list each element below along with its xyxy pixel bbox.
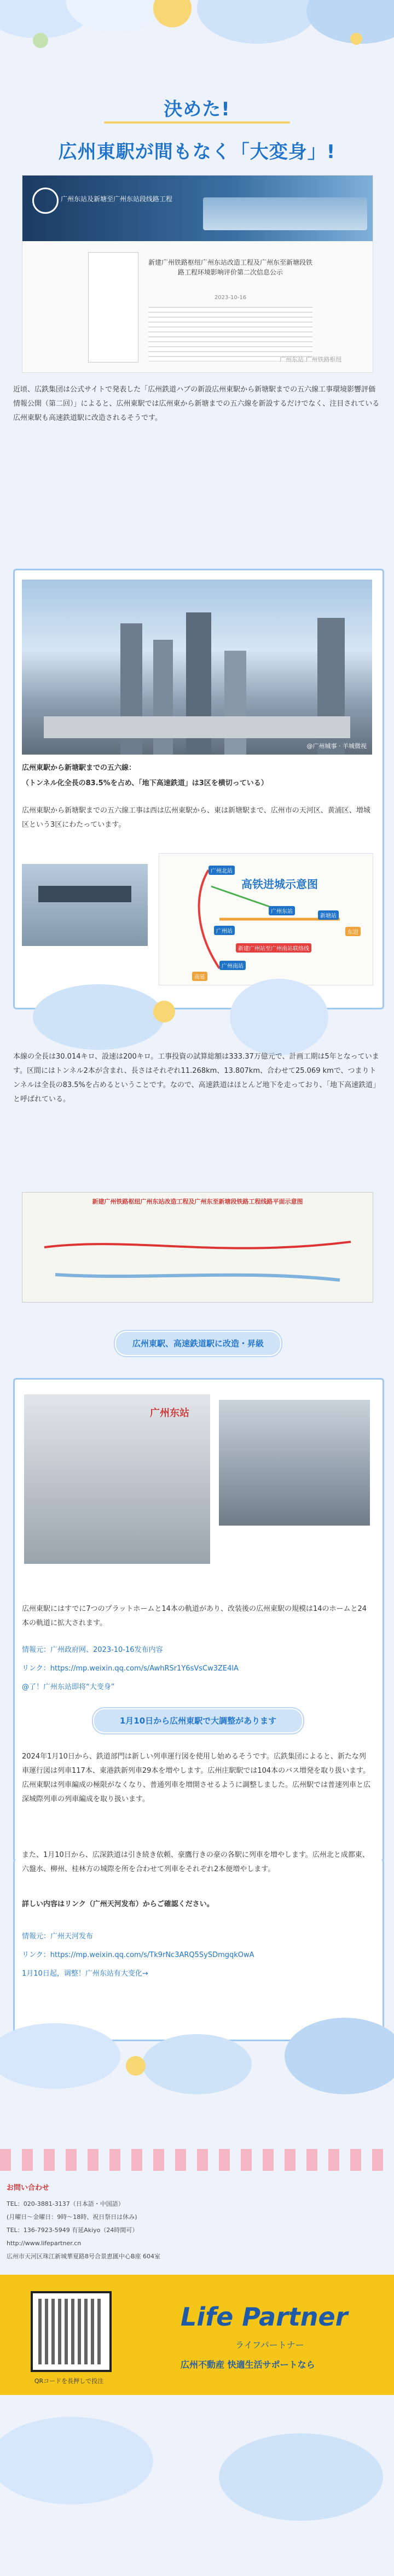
- decor-blob: [142, 2034, 252, 2094]
- section1-heading2: （トンネル化全長の83.5%を占め、「地下高速鉄道」は3区を横切っている）: [22, 779, 268, 787]
- section1-text2: 本線の全長は30.014キロ、設速は200キロ。工事投資の試算総額は333.37万億元で、計画工期は5年となっています。区間にはトンネル2本が含まれ、長さはそれぞれ11.268km、13.807km、合わせて25.069 kmで、つまりトンネルは全長の83.5%を占めるということです。なので、高速鉄道はほとんど地下を走っており、「地下高速鉄道」と呼ばれている。: [13, 1053, 380, 1103]
- map-label-guangzhou-east: 广州东站: [269, 906, 295, 915]
- decor-blob: [0, 2023, 120, 2089]
- map-lines: [159, 854, 373, 985]
- title-underline: [104, 121, 290, 124]
- footer-line-address: 広州市天河区珠江新城華夏路8号合景恵匯中心B座 604室: [7, 2253, 161, 2260]
- route-plan-main-line: [44, 1242, 351, 1248]
- decor-blob: [153, 0, 192, 27]
- section3-text2: また、1月10日から、広深鉄道は引き続き依頼、豪鷹行きの豪の各駅に列車を増やします。広州北と成都東、六盤水、柳州、桂林方の城際を所を合わせて列車をそれぞれ2本便増やします。: [22, 1851, 369, 1873]
- station-interior-photo-1: [24, 1394, 210, 1564]
- photo-caption: @广州城事 · 羊城微视: [306, 743, 367, 750]
- section1-text1: 広州東駅から新塘駅までの五六線工事は西は広州東駅から、東は新塘駅まで、広州市の天河区、黄浦区、増城区という3区にわたっています。: [22, 807, 370, 829]
- map-label-guangzhou-south: 广州南站: [219, 961, 246, 970]
- document-date: 2023-10-16: [214, 295, 247, 301]
- route-plan-river: [55, 1275, 340, 1280]
- route-map: [159, 853, 373, 985]
- footer-line-hours: (月曜日～金曜日：9時～18時、祝日祭日は休み): [7, 2213, 137, 2221]
- qr-caption: QRコードを長押しで投注: [34, 2378, 104, 2385]
- section3-extra-link[interactable]: 1月10日起，调整！广州东站有大变化→: [22, 1970, 148, 1978]
- decor-blob: [153, 1001, 175, 1023]
- map-route-green: [211, 886, 274, 908]
- document-banner-caption: 广州东站及新塘至广州东站段线路工程: [61, 195, 173, 203]
- decor-blob: [66, 0, 164, 33]
- section2-link-line[interactable]: リンク：https://mp.weixin.qq.com/s/AwhRSr1Y6sVsCw3ZE4lA: [22, 1664, 239, 1673]
- map-label-east-extension: 东进: [345, 927, 361, 936]
- route-plan-title: 新建广州铁路枢纽广州东站改造工程及广州东至新塘段铁路工程线路平面示意图: [92, 1198, 303, 1205]
- decor-blob: [219, 2433, 383, 2521]
- station-interior-photo-2: [219, 1400, 370, 1526]
- decor-blob: [33, 33, 48, 48]
- footer-line-url[interactable]: http://www.lifepartner.cn: [7, 2240, 82, 2247]
- qr-code[interactable]: [31, 2291, 112, 2372]
- footer-line-tel: TEL：020-3881-3137（日本語・中国語）: [7, 2200, 124, 2207]
- decor-blob: [33, 984, 164, 1050]
- decor-blob: [0, 2417, 153, 2504]
- map-label-guangzhou: 广州站: [214, 926, 235, 935]
- station-canopy: [38, 886, 131, 902]
- train-image: [203, 197, 367, 230]
- footer-divider: [0, 2149, 394, 2171]
- map-label-xintang: 新塘站: [318, 910, 339, 920]
- document-body: [148, 307, 312, 361]
- route-plan-map: [22, 1192, 373, 1302]
- brand-logo: Life Partner: [181, 2302, 348, 2332]
- map-title: 高铁进城示意图: [241, 878, 318, 891]
- section1-heading1: 広州東駅から新塘駅までの五六線：: [22, 764, 136, 772]
- intro-text: 近頃、広鉄集団は公式サイトで発表した「広州鉄道ハブの新設広州東駅から新塘駅までの五六線工事環境影響評価情報公開（第二回）」によると、広州東駅では広州東から新塘までの五六線を新設するだけでなく、注目されている広州東駅も高速鉄道駅に改造されるそうです。: [13, 385, 380, 422]
- footer-heading: お問い合わせ: [7, 2184, 50, 2192]
- document-watermark: 广州东站 广州铁路枢纽: [280, 356, 342, 363]
- brand-tagline: 広州不動産 快適生活サポートなら: [181, 2359, 315, 2370]
- section2-pill: 広州東駅、高速鉄道駅に改造・昇級: [115, 1331, 281, 1356]
- decor-blob: [230, 979, 328, 1055]
- city-skyline-photo: [22, 580, 372, 755]
- route-plan-lines: [22, 1193, 373, 1302]
- railway-logo: [32, 188, 59, 214]
- map-label-south-extension: 南延: [192, 972, 207, 981]
- document-screenshot: [22, 175, 373, 373]
- map-label-guangzhou-north: 广州北站: [208, 866, 235, 875]
- decor-blob: [197, 0, 317, 44]
- station-photo: [22, 864, 148, 946]
- section2-source-line: 情報元：广州政府网、2023-10-16发布内容: [22, 1646, 163, 1654]
- station-roof: [44, 716, 350, 738]
- section3-detail: 詳しい内容はリンク（广州天河发布）からご確認ください。: [22, 1900, 214, 1908]
- decor-blob: [350, 33, 362, 45]
- section3-source-line: 情報元：广州天河发布: [22, 1932, 94, 1941]
- section2-text1: 広州東駅にはすでに7つのプラットホームと14本の軌道があり、改装後の広州東駅の規模は14のホームと24本の軌道に拡大されます。: [22, 1605, 367, 1627]
- section3-pill: 1月10日から広州東駅で大調整があります: [93, 1708, 303, 1733]
- page-title-line2: 広州東駅が間もなく「大変身」!: [58, 141, 336, 163]
- map-label-connector: 新建广州站至广州南站联络线: [236, 943, 311, 953]
- decor-blob: [126, 2056, 146, 2076]
- section2-extra-link[interactable]: @了！广州东站即将“大变身”: [22, 1683, 115, 1691]
- building: [224, 651, 246, 755]
- section3-text1: 2024年1月10日から、鉄道部門は新しい列車運行図を使用し始めるそうです。広鉄集団によると、新たな列車運行図は列車117本、東港鉄新列車29本を増やします。広州庄駅駅では104本のバス増発を取り扱います。広州東駅は列車編成の極限がなくなり、普通列車を増開させるように調整しました。広州駅では普速列車と広深城際列車の列車編成を取り扱います。: [22, 1753, 371, 1803]
- document-sidebar: [88, 252, 138, 363]
- photo-tag: 广州东站: [150, 1407, 189, 1419]
- section3-link-line[interactable]: リンク：https://mp.weixin.qq.com/s/Tk9rNc3ARQ5SySDmgqkOwA: [22, 1951, 254, 1959]
- brand-kana: ライフパートナー: [235, 2340, 304, 2350]
- qr-pattern: [38, 2299, 104, 2364]
- footer-line-mobile: TEL：136-7923-5949 有延Akiyo（24時間可）: [7, 2227, 138, 2234]
- map-route-red: [199, 870, 219, 968]
- page-title-line1: 決めた!: [164, 98, 230, 120]
- decor-blob: [285, 2018, 394, 2094]
- document-title: 新建广州铁路枢纽广州东站改造工程及广州东至新塘段铁路工程环境影响评价第二次信息公示: [148, 259, 313, 276]
